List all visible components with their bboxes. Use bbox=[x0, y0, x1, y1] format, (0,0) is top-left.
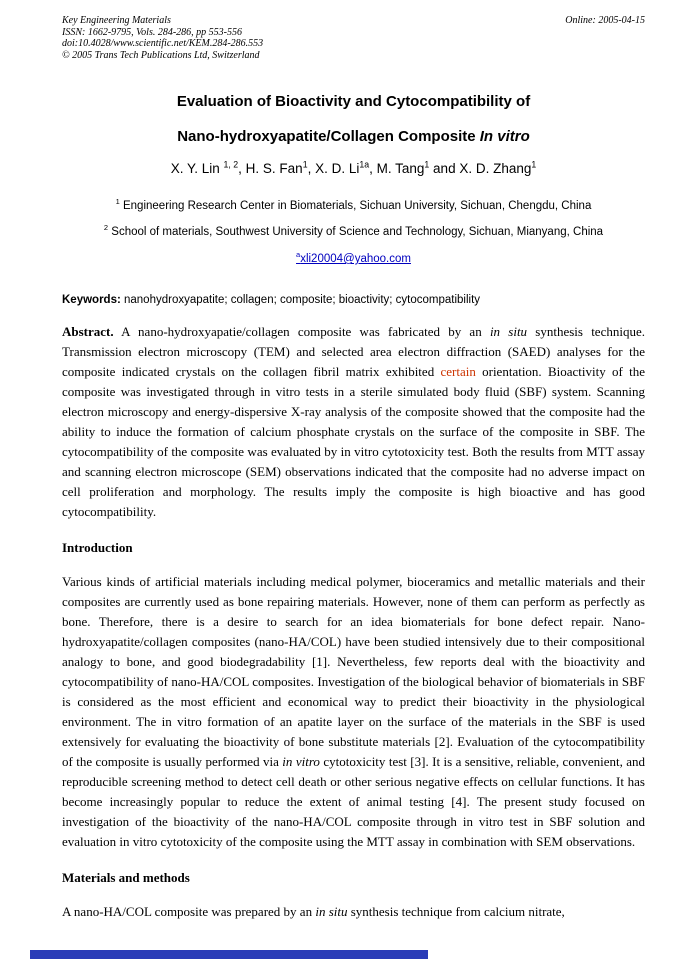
section-heading-materials-methods: Materials and methods bbox=[62, 870, 190, 885]
copyright-line: © 2005 Trans Tech Publications Ltd, Switzerland bbox=[62, 49, 260, 61]
keywords-line bbox=[62, 293, 645, 307]
email-line bbox=[62, 252, 645, 266]
text-segment: School of materials, Southwest University of Science and Technology, Sichuan, Mianyang, China bbox=[108, 226, 604, 238]
text-segment: 1, 2 bbox=[223, 159, 239, 170]
introduction-paragraph bbox=[62, 572, 645, 852]
text-segment: A nano-hydroxyapatie/collagen composite was fabricated by an bbox=[113, 324, 490, 339]
text-segment: A nano-HA/COL composite was prepared by an bbox=[62, 904, 316, 919]
paper-title-line-2 bbox=[62, 128, 645, 146]
text-segment: in vitro bbox=[282, 754, 320, 769]
affiliation-2 bbox=[62, 225, 645, 239]
text-segment: and X. D. Zhang bbox=[429, 161, 532, 176]
text-segment: Various kinds of artificial materials including medical polymer, bioceramics and metallic materials and their composites are currently used as bone repairing materials. However, none of them can perform as perfectly as bone. Therefore, there is a desire to search for an idea biomaterials for bone defect repair. Nano-hydroxyapatite/collagen composites (nano-HA/COL) have been studied intensively due to their compositional analogy to bone, and good biodegradability [1]. Nevertheless, few reports deal with the bioactivity and cytocompatibility of nano-HA/COL composites. Investigation of the biological behavior of biomaterials in SBF is considered as the most efficient and economical way to predict their bioactivity in the physiological environment. The in vitro formation of an apatite layer on the surface of the materials in the SBF is used extensively for evaluating the bioactivity of bone substitute materials [2]. Evaluation of the cytocompatibility of the composite is usually performed via bbox=[62, 574, 645, 769]
text-segment: orientation. Bioactivity of the composite was investigated through in vitro tests in a sterile simulated body fluid (SBF) system. Scanning electron microscopy and energy-dispersive X-ray analysis of the composite showed that the composite had the ability to induce the formation of calcium phosphate crystals on the surface of the composite in SBF. The cytocompatibility of the composite was evaluated by in vitro cytotoxicity test. Both the results from MTT assay and scanning electron microscope (SEM) observations indicated that the composite had no adverse impact on cell proliferation and morphology. The results imply the composite is high bioactive and has good cytocompatibility. bbox=[62, 364, 645, 519]
text-segment: xli20004@yahoo.com bbox=[300, 253, 411, 265]
paper-title-line-1 bbox=[62, 93, 645, 111]
paper-title bbox=[62, 93, 645, 146]
doi-line: doi:10.4028/www.scientific.net/KEM.284-286.553 bbox=[62, 38, 264, 49]
text-segment: in situ bbox=[489, 324, 528, 339]
text-segment: 1 bbox=[424, 159, 430, 170]
journal-header-left bbox=[62, 15, 263, 61]
online-date: Online: 2005-04-15 bbox=[565, 15, 645, 26]
text-segment: , H. S. Fan bbox=[238, 161, 303, 176]
text-segment: a bbox=[296, 250, 301, 260]
text-segment: Nano-hydroxyapatite/Collagen Composite bbox=[177, 128, 480, 145]
text-segment: 2 bbox=[103, 223, 109, 233]
footer-banner[interactable] bbox=[30, 950, 428, 959]
text-segment: Keywords: bbox=[62, 294, 121, 306]
text-segment: Evaluation of Bioactivity and Cytocompatibility of bbox=[176, 93, 531, 110]
affiliation-1 bbox=[62, 199, 645, 213]
abstract-paragraph bbox=[62, 322, 645, 522]
text-segment: 1 bbox=[531, 159, 537, 170]
methods-paragraph bbox=[62, 902, 645, 922]
issn-line: ISSN: 1662-9795, Vols. 284-286, pp 553-556 bbox=[62, 26, 242, 38]
text-segment: , M. Tang bbox=[369, 161, 425, 176]
journal-header bbox=[62, 15, 645, 61]
text-segment: Abstract. bbox=[62, 324, 114, 339]
text-segment: 1 bbox=[302, 159, 308, 170]
text-segment: synthesis technique. Transmission electron microscopy (TEM) and selected area electron diffraction (SAED) analyses for the composite indicated crystals on the collagen fibril matrix exhibited bbox=[62, 324, 645, 379]
text-segment: 1a bbox=[359, 159, 370, 170]
text-segment: in situ bbox=[315, 904, 348, 919]
authors-line bbox=[62, 161, 645, 177]
text-segment: certain bbox=[440, 364, 476, 379]
text-segment: cytotoxicity test [3]. It is a sensitive, reliable, convenient, and reproducible screening method to detect cell death or other serious negative effects on cellular functions. It has become increasingly popular to reduce the extent of animal testing [4]. The present study focused on investigation of the bioactivity of the nano-HA/COL composite through in vitro test in SBF solution and evaluation in vitro cytotoxicity of the composite using the MTT assay in combination with SEM observations. bbox=[62, 754, 646, 849]
email-link[interactable] bbox=[296, 250, 411, 265]
text-segment: In vitro bbox=[479, 128, 530, 145]
text-segment: Engineering Research Center in Biomaterials, Sichuan University, Sichuan, Chengdu, China bbox=[119, 200, 592, 212]
journal-name: Key Engineering Materials bbox=[62, 15, 171, 26]
text-segment: X. Y. Lin bbox=[170, 161, 224, 176]
text-segment: synthesis technique from calcium nitrate, bbox=[347, 904, 565, 919]
text-segment: , X. D. Li bbox=[307, 161, 360, 176]
text-segment: nanohydroxyapatite; collagen; composite; bioactivity; cytocompatibility bbox=[120, 294, 481, 306]
text-segment: 1 bbox=[115, 197, 120, 207]
section-heading-introduction: Introduction bbox=[62, 540, 133, 555]
